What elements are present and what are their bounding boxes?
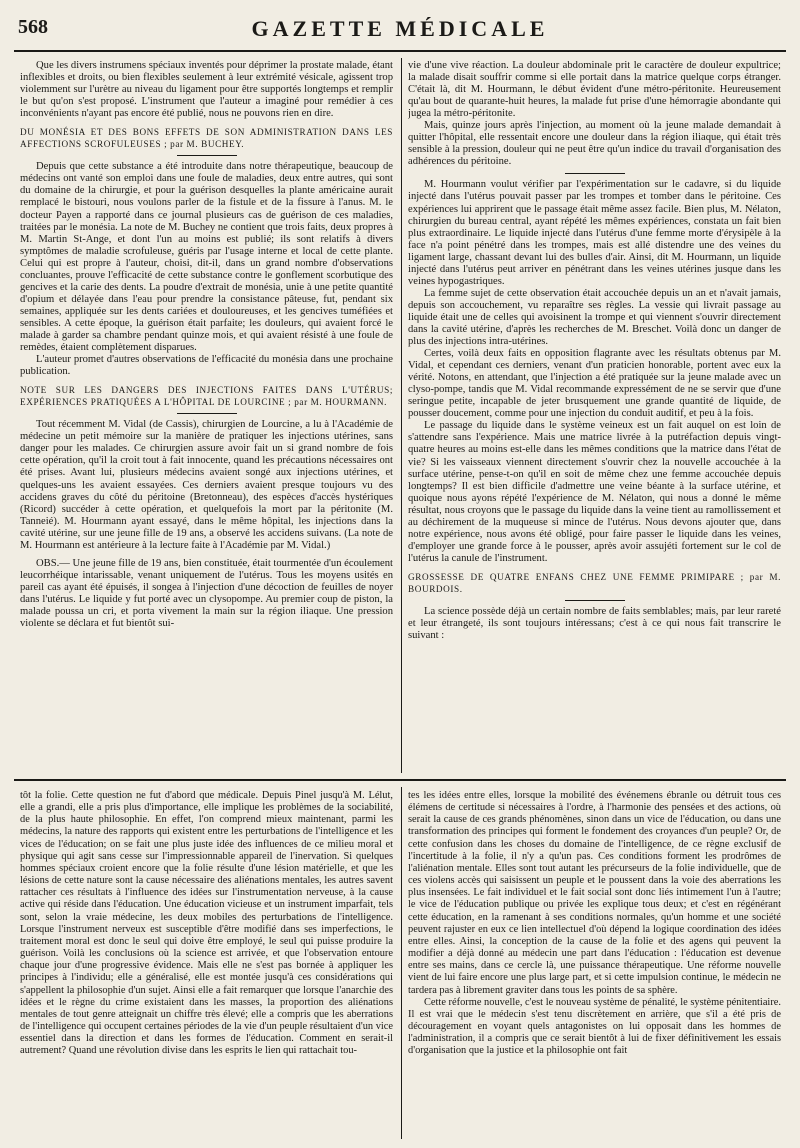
- heading-separator: [177, 413, 237, 414]
- section-heading-injections: NOTE SUR LES DANGERS DES INJECTIONS FAITES DANS L'UTÉRUS; EXPÉRIENCES PRATIQUÉES A L'HÔPITAL DE LOURCINE ; par M. HOURMANN.: [20, 385, 393, 408]
- paragraph: La science possède déjà un certain nombre de faits semblables; mais, par leur rareté et leur étrangeté, ils sont toujours intéressans; c'est à ce qui nous fait transcrire le suivant :: [408, 606, 781, 642]
- paragraph: [20, 419, 393, 552]
- paragraph-text: Tout récemment M. Vidal (de Cassis), chirurgien de Lourcine, a lu à l'Académie de médecine un petit mémoire sur la manière de pratiquer les injections utérines, sans danger pour les malades. Ce chirurgien assure avoir fait un si grand nombre de fois cette opération, qu'il la croit tout à fait innocente, quand les précautions nécessaires ont été prises. Avant lui, plusieurs médecins avaient songé aux injections utérines, et quelques-uns les avaient essayées. Ces derniers avaient presque toujours vu des accidens graves du côté du péritoine (Bretonneau), des espèces d'accès hystériques (Ricord) succéder à cette opération, et quelquefois la mort par la péritonite (M. Tanneié). M. Hourmann ayant essayé, dans le même hôpital, les injections dans la cavité utérine, sur une jeune fille de 19 ans, a observé les accidens suivans. (La note de M. Hourmann est antérieure à la lecture faite à l'Académie par M. Vidal.): [20, 419, 393, 551]
- page-header: [14, 16, 786, 46]
- column-divider-top: [401, 58, 402, 773]
- paragraph: L'auteur promet d'autres observations de l'efficacité du monésia dans une prochaine publication.: [20, 354, 393, 378]
- paragraph: Mais, quinze jours après l'injection, au moment où la jeune malade demandait à quitter l'hôpital, elle ressentait encore une douleur dans la région iliaque, qui était très sensible à la pression, douleur qui ne peut être qu'un indice du travail d'organisation des adhérences du péritoine.: [408, 120, 781, 168]
- header-rule: [14, 50, 786, 52]
- paragraph: tôt la folie. Cette question ne fut d'abord que médicale. Depuis Pinel jusqu'à M. Lélut, elle a grandi, elle a pris plus d'importance, elle implique les problèmes de la sociabilité, de la plus haute philosophie. En effet, l'on comprend mieux maintenant, parmi les médecins, la nature des rapports qui existent entre les perturbations de l'intelligence et les vices de l'éducation; on se fait une plus juste idée des influences de ce milieu moral et physique qui agit sans cesse sur l'impressionnable appareil de l'inervation. Si quelques hommes spéciaux croient encore que la folie résulte d'une lésion matérielle, et que les lésions de cette nature sont la cause nécessaire des aliénations mentales, les autres savent rattacher ces résultats à l'influence des idées sur l'instrumentation nerveuse, à la cause active qui réside dans l'éducation. Une éducation vicieuse et un instrument imparfait, tels sont, selon la vraie médecine, les deux mobiles des perturbations de l'intelligence. Lorsque l'instrument nerveux est susceptible d'être modifié dans ses imperfections, le traitement moral est donc le seul qui doive être employé, le seul qui puisse produire la guérison. Voilà les conclusions où la science est arrivée, et que l'observation entoure chaque jour d'une progressive évidence. Mais elle ne s'est pas bornée à appliquer les principes à l'individu; elle a généralisé, elle est montée jusqu'à ces considérations qui s'appellent la philosophie d'un sujet. Ainsi elle a fait remarquer que lorsque l'anarchie des idées et le règne du crime existaient dans les masses, la proportion des aliénations mentales de tout genre atteignait un chiffre très élevé; elle a compris que les aberrations de l'intelligence qui occupent certaines périodes de la vie d'un peuple résultaient d'un vice essentiel dans la direction et dans les formes de l'éducation. Comment en serait-il autrement? Quand une révolution divise dans les esprits le lien qui rattachait tou-: [20, 790, 393, 1057]
- paragraph: vie d'une vive réaction. La douleur abdominale prit le caractère de douleur expultrice; la malade disait souffrir comme si elle portait dans la matrice quelque corps étranger. C'était là, dit M. Hourmann, le début évident d'une métro-péritonite. Heureusement qu'au bout de quarante-huit heures, la malade fut prise d'une hémorragie abondante qui jugea la métro-péritonite.: [408, 60, 781, 120]
- article-column-right: [408, 60, 781, 774]
- section-heading-grossesse: GROSSESSE DE QUATRE ENFANS CHEZ UNE FEMME PRIMIPARE ; par M. BOURDOIS.: [408, 571, 781, 594]
- paragraph: Que les divers instrumens spéciaux inventés pour déprimer la prostate malade, étant inflexibles et droits, ou bien flexibles seulement à leur extrémité vésicale, agissent trop violemment sur l'urètre au niveau du ligament pour être supportés longtemps et remplir le but qu'on s'est proposé. L'instrument que l'auteur a imaginé pour remédier à ces inconvénients n'ayant pas encore été publié, nous ne pouvons rien en dire.: [20, 60, 393, 120]
- observation-text: — Une jeune fille de 19 ans, bien constituée, était tourmentée d'un écoulement leucorrhéique intarissable, venant uniquement de l'utérus. Tous les moyens usités en pareil cas ayant été épuisés, il songea à l'injection d'une décoction de feuilles de noyer dans l'utérus. Le liquide y fut porté avec un clysopompe. Au premier coup de piston, la malade poussa un cri, et porta vivement la main sur la région iliaque. Une pression violente se déclara et fut bientôt sui-: [20, 557, 393, 630]
- paragraph: La femme sujet de cette observation était accouchée depuis un an et n'avait jamais, depuis son accouchement, vu reparaître ses règles. La vessie qui livrait passage au liquide était une de celles qui avoisinent la trompe et qui viennent s'ouvrir directement dans la cavité utérine, d'après les recherches de M. Breschet. Voilà donc un danger de plus des injections intra-utérines.: [408, 287, 781, 348]
- observation-label: OBS.: [36, 557, 60, 569]
- feuilleton-column-left: [20, 790, 393, 1140]
- section-divider: [14, 779, 786, 781]
- feuilleton-column-right: [408, 790, 781, 1140]
- paragraph: tes les idées entre elles, lorsque la mobilité des événemens ébranle ou détruit tous ces élémens de certitude si nécessaires à l'ordre, à l'harmonie des pensées et des actions, où serait la cause de ces grands phénomènes, sinon dans un vice de l'éducation, ou dans une transformation des principes qui forment le fondement des croyances d'un peuple? Or, de cette confusion dans les choses du domaine de l'intelligence, de ce règne exclusif de l'incertitude à la folie, il n'y a qu'un pas. Ces conditions forment les prodrômes de l'aliénation mentale. Elles sont tout autant les précurseurs de la folie individuelle, que de ces violens accès qui saisissent un peuple et le poussent dans la voie des aberrations les plus insensées. Le fait individuel et le fait social sont donc liés intimement l'un à l'autre; le vice de l'éducation publique ou privée les explique tous deux; et c'est en régénérant cette éducation, en la ramenant à ses conditions normales, qu'un homme et une société peuvent rajuster en eux ce lien intellectuel d'où dépend la logique coordination des idées entre elles. Ainsi, la conception de la cause de la folie et des agens qui peuvent la modifier a déjà donné au médecin une part dans l'éducation : l'éducation est devenue entre ses mains, dans ce cercle là, une puissance thérapeutique. Une réforme nouvelle vient de lui faire encore une plus large part, et si cette impulsion continue, le médecin ne tardera pas à librement graviter dans tous les points de sa sphère.: [408, 790, 781, 996]
- section-heading-monesia: DU MONÉSIA ET DES BONS EFFETS DE SON ADMINISTRATION DANS LES AFFECTIONS SCROFULEUSES ; par M. BUCHEY.: [20, 127, 393, 150]
- heading-separator: [177, 155, 237, 156]
- page-number: 568: [18, 16, 48, 38]
- heading-separator: [565, 600, 625, 601]
- journal-title: GAZETTE MÉDICALE: [251, 16, 549, 41]
- observation-paragraph: [20, 558, 393, 630]
- article-column-left: [20, 60, 393, 774]
- paragraph-separator: [565, 173, 625, 174]
- paragraph: Certes, voilà deux faits en opposition flagrante avec les résultats obtenus par M. Vidal, et cependant ces derniers, venant d'un praticien honorable, portent avec eux la vérité. Notons, en attendant, que l'injection a été pratiquée sur la jeune malade avec un clyso-pompe, tandis que M. Vidal recommande expressément de ne se servir que d'une seringue petite, incapable de jeter brusquement une grande quantité de liquide, de pousser doucement, comme pour une injection du conduit auditif, et peu à la fois.: [408, 348, 781, 420]
- paragraph: Depuis que cette substance a été introduite dans notre thérapeutique, beaucoup de médecins ont vanté son emploi dans une foule de maladies, deux entre autres, qui sont du domaine de la chirurgie, et pour la guérison desquelles la plante américaine aurait remplacé le bistouri, nous voulons parler de la fistule et de la fissure à l'anus. M. le docteur Payen a rapporté dans ce journal plusieurs cas de guérison de ces maladies, traitées par le monésia. La note de M. Buchey ne contient que trois faits, deux propres à M. Martin St-Ange, et dont l'un au moins est publié; ils sont relatifs à divers symptômes de maladie scrofuleuse, guéris par l'usage interne et local de cette plante. Celui qui est propre à l'auteur, choisi, dit-il, dans un grand nombre d'observations concluantes, prouve l'efficacité de cette substance contre le gonflement scorbutique des gencives et la carie des dents. La poudre d'extrait de monésia, unie à une petite quantité d'opium et délayée dans l'eau pour prendre la consistance pâteuse, fut, pendant six semaines, appliquée sur les dents cariées et douloureuses, et les gencives tuméfiées et sensibles. A cette époque, la guérison était parfaite; les douleurs, qui avaient forcé le malade à garder sa chambre pendant quinze mois, et qui avaient résisté à une foule de remèdes, étaient complètement disparues.: [20, 161, 393, 354]
- column-divider-bottom: [401, 787, 402, 1139]
- paragraph: M. Hourmann voulut vérifier par l'expérimentation sur le cadavre, si du liquide injecté dans l'utérus pouvait passer par les trompes et tomber dans le péritoine. Ces expériences lui apprirent que le passage était même assez facile. Bien plus, M. Nélaton, chirurgien du bureau central, ayant répété les mêmes expériences, constata un fait bien plus extraordinaire. Le liquide injecté dans l'utérus d'une femme morte d'érysipèle à la face n'a point pénétré dans les trompes, mais est allé distendre une des veines du ligament large, chassant devant lui des bulles d'air. Ainsi, dit M. Hourmann, un liquide injecté dans l'utérus peut arriver en pénétrant dans les veines utérines jusque dans les veines hypogastriques.: [408, 179, 781, 287]
- paragraph: Le passage du liquide dans le système veineux est un fait auquel on est loin de s'attendre sans l'expérience. Mais une matrice livrée à la putréfaction depuis vingt-quatre heures au moins est-elle dans les mêmes conditions que la matrice dans l'état de vie? Si les vaisseaux viennent directement s'ouvrir chez la nouvelle accouchée à la surface utérine, pense-t-on qu'il en soit de même chez une femme accouchée depuis longtemps? Il est bien difficile d'admettre une veine béante à la surface utérine, et quoique nous ayons répété l'expérience de M. Nélaton, qui nous a donné le même résultat, nous croyons que le passage du liquide dans la veine tient au ramollissement et au déchirement de la muqueuse si mince de l'utérus. Nous devons ajouter que, dans notre expérience, nous avons été obligé, pour faire passer le liquide dans les veines, d'employer une grande force à le pousser, après avoir assujéti fortement sur le col de l'utérus la canule de l'instrument.: [408, 420, 781, 564]
- paragraph: Cette réforme nouvelle, c'est le nouveau système de pénalité, le système pénitentiaire. Il est vrai que le médecin s'est tenu discrètement en arrière, que s'il a été pris de découragement en voyant quels antagonistes on lui opposait dans les hommes de l'administration, il a compris que ce serait bientôt à lui de fixer définitivement les essais d'organisation que la justice et la philosophie ont fait: [408, 996, 781, 1057]
